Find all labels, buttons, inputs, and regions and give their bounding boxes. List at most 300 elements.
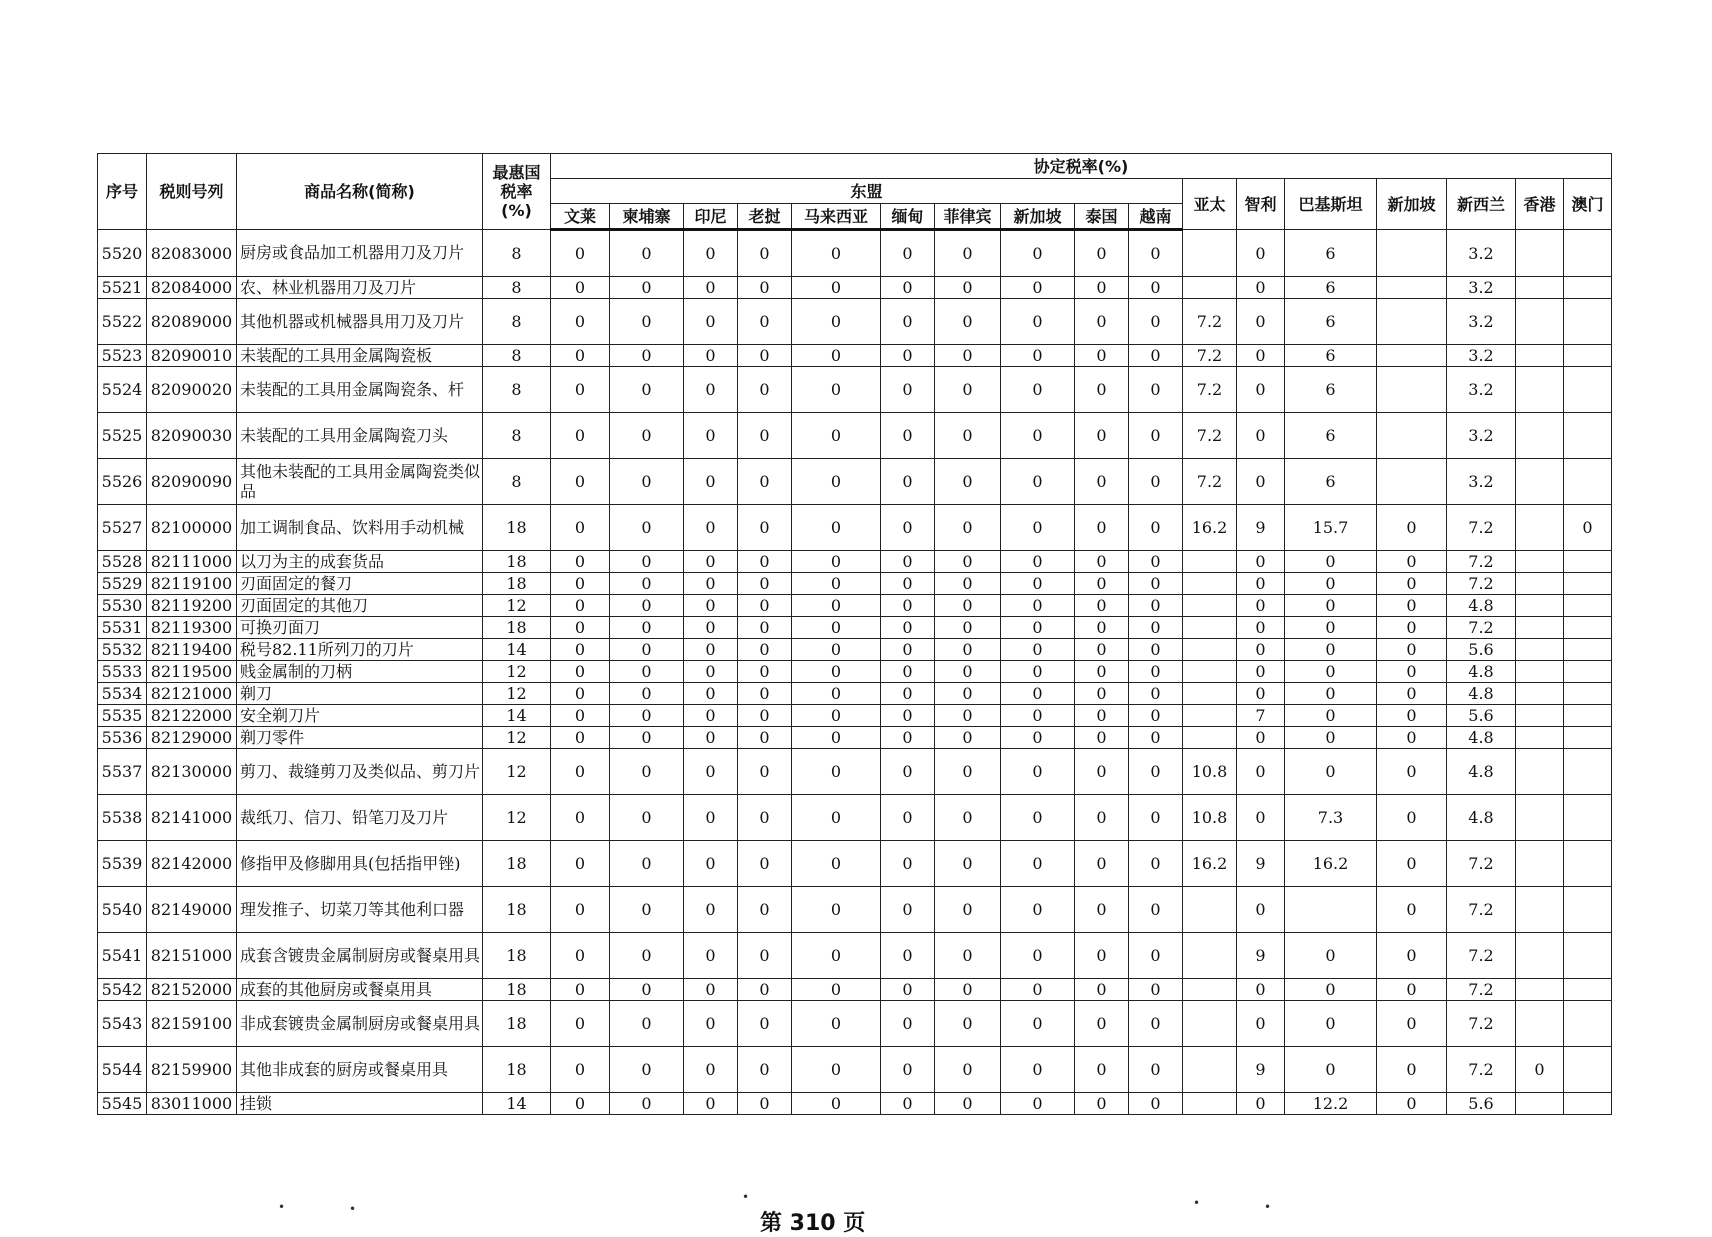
row-singapore-rate: 0 <box>1377 1001 1447 1047</box>
row-asean-rate: 0 <box>1001 505 1075 551</box>
row-nz-rate: 7.2 <box>1447 551 1516 573</box>
row-seq: 5544 <box>98 1047 147 1093</box>
row-nz-rate: 7.2 <box>1447 1047 1516 1093</box>
row-nz-rate: 7.2 <box>1447 887 1516 933</box>
row-chile-rate: 0 <box>1237 749 1285 795</box>
row-asean-rate: 0 <box>935 345 1001 367</box>
scan-speck: • <box>1193 1196 1201 1210</box>
row-seq: 5528 <box>98 551 147 573</box>
row-asean-rate: 0 <box>1075 617 1129 639</box>
row-macao-rate <box>1564 277 1612 299</box>
row-apta-rate: 7.2 <box>1183 459 1237 505</box>
row-asean-rate: 0 <box>738 617 792 639</box>
row-hk-rate <box>1516 413 1564 459</box>
row-asean-rate: 0 <box>610 887 684 933</box>
row-asean-rate: 0 <box>881 573 935 595</box>
row-asean-rate: 0 <box>610 277 684 299</box>
row-code: 82130000 <box>147 749 237 795</box>
row-chile-rate: 0 <box>1237 683 1285 705</box>
row-asean-rate: 0 <box>1129 459 1183 505</box>
row-asean-rate: 0 <box>684 345 738 367</box>
row-pakistan-rate: 0 <box>1285 1001 1377 1047</box>
row-apta-rate: 7.2 <box>1183 413 1237 459</box>
row-asean-rate: 0 <box>792 727 881 749</box>
row-asean-rate: 0 <box>1075 705 1129 727</box>
row-asean-rate: 0 <box>684 367 738 413</box>
row-nz-rate: 4.8 <box>1447 749 1516 795</box>
row-code: 82129000 <box>147 727 237 749</box>
row-apta-rate <box>1183 1001 1237 1047</box>
row-hk-rate <box>1516 933 1564 979</box>
row-name: 非成套镀贵金属制厨房或餐桌用具 <box>237 1001 483 1047</box>
row-asean-rate: 0 <box>792 979 881 1001</box>
tariff-sheet <box>97 153 1612 1115</box>
row-singapore-rate: 0 <box>1377 841 1447 887</box>
row-seq: 5533 <box>98 661 147 683</box>
row-asean-rate: 0 <box>792 841 881 887</box>
row-asean-rate: 0 <box>881 933 935 979</box>
row-asean-rate: 0 <box>1001 933 1075 979</box>
row-code: 82111000 <box>147 551 237 573</box>
row-pakistan-rate: 7.3 <box>1285 795 1377 841</box>
header-pakistan: 巴基斯坦 <box>1285 179 1377 230</box>
row-asean-rate: 0 <box>881 979 935 1001</box>
header-mfn-line3: (%) <box>501 201 532 220</box>
header-asean: 东盟 <box>551 179 1183 204</box>
row-asean-rate: 0 <box>738 795 792 841</box>
row-name: 贱金属制的刀柄 <box>237 661 483 683</box>
row-asean-rate: 0 <box>1075 595 1129 617</box>
row-mfn: 18 <box>483 573 551 595</box>
row-name: 加工调制食品、饮料用手动机械 <box>237 505 483 551</box>
row-apta-rate: 10.8 <box>1183 749 1237 795</box>
row-code: 82090020 <box>147 367 237 413</box>
row-asean-rate: 0 <box>610 979 684 1001</box>
row-code: 82090090 <box>147 459 237 505</box>
row-singapore-rate <box>1377 367 1447 413</box>
row-asean-rate: 0 <box>551 277 610 299</box>
row-hk-rate <box>1516 551 1564 573</box>
row-asean-rate: 0 <box>935 887 1001 933</box>
row-hk-rate <box>1516 595 1564 617</box>
scan-speck: • <box>742 1190 750 1204</box>
row-asean-rate: 0 <box>792 459 881 505</box>
header-hongkong: 香港 <box>1516 179 1564 230</box>
row-hk-rate <box>1516 299 1564 345</box>
row-asean-rate: 0 <box>935 367 1001 413</box>
row-asean-rate: 0 <box>935 1047 1001 1093</box>
row-asean-rate: 0 <box>610 1001 684 1047</box>
row-asean-rate: 0 <box>684 230 738 277</box>
row-code: 82141000 <box>147 795 237 841</box>
row-asean-rate: 0 <box>1075 299 1129 345</box>
tariff-table <box>97 153 1612 1115</box>
row-asean-rate: 0 <box>935 277 1001 299</box>
row-asean-rate: 0 <box>1001 367 1075 413</box>
row-asean-rate: 0 <box>881 1047 935 1093</box>
row-asean-rate: 0 <box>684 795 738 841</box>
row-asean-rate: 0 <box>1001 345 1075 367</box>
row-nz-rate: 7.2 <box>1447 979 1516 1001</box>
row-asean-rate: 0 <box>1129 1001 1183 1047</box>
row-asean-rate: 0 <box>1129 573 1183 595</box>
row-pakistan-rate <box>1285 887 1377 933</box>
row-asean-rate: 0 <box>684 661 738 683</box>
row-asean-rate: 0 <box>935 505 1001 551</box>
row-hk-rate <box>1516 795 1564 841</box>
row-mfn: 8 <box>483 413 551 459</box>
row-asean-rate: 0 <box>792 795 881 841</box>
row-asean-rate: 0 <box>610 459 684 505</box>
row-name: 裁纸刀、信刀、铅笔刀及刀片 <box>237 795 483 841</box>
header-code: 税则号列 <box>147 154 237 230</box>
row-pakistan-rate: 6 <box>1285 459 1377 505</box>
row-apta-rate <box>1183 639 1237 661</box>
row-asean-rate: 0 <box>551 1001 610 1047</box>
row-asean-rate: 0 <box>881 230 935 277</box>
row-asean-rate: 0 <box>792 661 881 683</box>
row-macao-rate <box>1564 595 1612 617</box>
row-asean-rate: 0 <box>935 683 1001 705</box>
row-mfn: 8 <box>483 367 551 413</box>
row-apta-rate <box>1183 1047 1237 1093</box>
row-chile-rate: 9 <box>1237 841 1285 887</box>
row-pakistan-rate: 0 <box>1285 1047 1377 1093</box>
row-asean-rate: 0 <box>684 639 738 661</box>
row-mfn: 18 <box>483 1001 551 1047</box>
row-asean-rate: 0 <box>1001 727 1075 749</box>
header-asean-member: 新加坡 <box>1001 204 1075 230</box>
row-pakistan-rate: 0 <box>1285 727 1377 749</box>
row-nz-rate: 5.6 <box>1447 639 1516 661</box>
scan-speck: • <box>349 1202 357 1216</box>
row-name: 未装配的工具用金属陶瓷板 <box>237 345 483 367</box>
row-asean-rate: 0 <box>610 230 684 277</box>
row-asean-rate: 0 <box>738 1001 792 1047</box>
row-asean-rate: 0 <box>1129 551 1183 573</box>
row-asean-rate: 0 <box>881 639 935 661</box>
row-asean-rate: 0 <box>792 345 881 367</box>
row-asean-rate: 0 <box>610 505 684 551</box>
row-chile-rate: 0 <box>1237 299 1285 345</box>
row-pakistan-rate: 0 <box>1285 979 1377 1001</box>
row-asean-rate: 0 <box>792 1047 881 1093</box>
row-asean-rate: 0 <box>792 573 881 595</box>
row-asean-rate: 0 <box>1001 749 1075 795</box>
row-asean-rate: 0 <box>1075 841 1129 887</box>
table-row <box>98 933 1612 979</box>
table-row <box>98 345 1612 367</box>
row-apta-rate: 7.2 <box>1183 299 1237 345</box>
row-code: 82090030 <box>147 413 237 459</box>
row-asean-rate: 0 <box>935 413 1001 459</box>
row-macao-rate <box>1564 795 1612 841</box>
row-asean-rate: 0 <box>1001 230 1075 277</box>
row-asean-rate: 0 <box>1075 459 1129 505</box>
header-agreement: 协定税率(%) <box>551 154 1612 179</box>
table-row <box>98 595 1612 617</box>
row-nz-rate: 3.2 <box>1447 345 1516 367</box>
row-macao-rate <box>1564 887 1612 933</box>
row-asean-rate: 0 <box>684 459 738 505</box>
row-seq: 5529 <box>98 573 147 595</box>
table-row <box>98 639 1612 661</box>
row-asean-rate: 0 <box>1129 887 1183 933</box>
row-pakistan-rate: 12.2 <box>1285 1093 1377 1115</box>
row-nz-rate: 4.8 <box>1447 795 1516 841</box>
row-asean-rate: 0 <box>1129 505 1183 551</box>
row-asean-rate: 0 <box>881 1001 935 1047</box>
row-asean-rate: 0 <box>1075 1001 1129 1047</box>
row-code: 82159900 <box>147 1047 237 1093</box>
row-asean-rate: 0 <box>610 683 684 705</box>
row-apta-rate: 16.2 <box>1183 505 1237 551</box>
row-asean-rate: 0 <box>1001 979 1075 1001</box>
row-apta-rate: 7.2 <box>1183 367 1237 413</box>
header-mfn-line1: 最惠国 <box>492 163 541 182</box>
row-pakistan-rate: 0 <box>1285 749 1377 795</box>
row-asean-rate: 0 <box>684 573 738 595</box>
row-singapore-rate: 0 <box>1377 573 1447 595</box>
row-asean-rate: 0 <box>551 413 610 459</box>
row-asean-rate: 0 <box>1075 230 1129 277</box>
row-asean-rate: 0 <box>610 639 684 661</box>
row-mfn: 12 <box>483 683 551 705</box>
row-asean-rate: 0 <box>738 459 792 505</box>
row-asean-rate: 0 <box>1129 683 1183 705</box>
row-name: 挂锁 <box>237 1093 483 1115</box>
row-chile-rate: 7 <box>1237 705 1285 727</box>
row-name: 修指甲及修脚用具(包括指甲锉) <box>237 841 483 887</box>
row-asean-rate: 0 <box>792 1001 881 1047</box>
row-asean-rate: 0 <box>935 1001 1001 1047</box>
row-code: 82119300 <box>147 617 237 639</box>
row-seq: 5531 <box>98 617 147 639</box>
row-asean-rate: 0 <box>792 749 881 795</box>
row-asean-rate: 0 <box>738 979 792 1001</box>
table-row <box>98 841 1612 887</box>
row-asean-rate: 0 <box>1129 639 1183 661</box>
header-asean-member: 泰国 <box>1075 204 1129 230</box>
row-mfn: 14 <box>483 1093 551 1115</box>
row-seq: 5525 <box>98 413 147 459</box>
row-singapore-rate: 0 <box>1377 795 1447 841</box>
row-name: 其他非成套的厨房或餐桌用具 <box>237 1047 483 1093</box>
table-row <box>98 551 1612 573</box>
table-row <box>98 230 1612 277</box>
row-code: 82159100 <box>147 1001 237 1047</box>
row-hk-rate <box>1516 841 1564 887</box>
row-asean-rate: 0 <box>610 1093 684 1115</box>
row-asean-rate: 0 <box>1001 639 1075 661</box>
row-macao-rate <box>1564 299 1612 345</box>
row-name: 成套含镀贵金属制厨房或餐桌用具 <box>237 933 483 979</box>
row-pakistan-rate: 6 <box>1285 277 1377 299</box>
row-chile-rate: 0 <box>1237 413 1285 459</box>
row-singapore-rate <box>1377 277 1447 299</box>
row-seq: 5540 <box>98 887 147 933</box>
row-asean-rate: 0 <box>610 933 684 979</box>
row-asean-rate: 0 <box>792 230 881 277</box>
row-asean-rate: 0 <box>1075 661 1129 683</box>
row-code: 82119200 <box>147 595 237 617</box>
row-macao-rate <box>1564 459 1612 505</box>
row-chile-rate: 0 <box>1237 367 1285 413</box>
row-hk-rate <box>1516 230 1564 277</box>
row-asean-rate: 0 <box>1075 505 1129 551</box>
row-hk-rate <box>1516 617 1564 639</box>
row-chile-rate: 0 <box>1237 277 1285 299</box>
row-seq: 5539 <box>98 841 147 887</box>
row-mfn: 8 <box>483 345 551 367</box>
row-hk-rate <box>1516 1093 1564 1115</box>
row-code: 82149000 <box>147 887 237 933</box>
row-chile-rate: 0 <box>1237 1093 1285 1115</box>
row-mfn: 18 <box>483 841 551 887</box>
row-apta-rate <box>1183 573 1237 595</box>
row-macao-rate <box>1564 617 1612 639</box>
row-asean-rate: 0 <box>1001 551 1075 573</box>
row-asean-rate: 0 <box>610 345 684 367</box>
row-name: 以刀为主的成套货品 <box>237 551 483 573</box>
row-asean-rate: 0 <box>684 705 738 727</box>
row-asean-rate: 0 <box>1129 617 1183 639</box>
row-asean-rate: 0 <box>551 551 610 573</box>
row-asean-rate: 0 <box>738 413 792 459</box>
row-asean-rate: 0 <box>738 727 792 749</box>
row-asean-rate: 0 <box>684 1001 738 1047</box>
row-pakistan-rate: 16.2 <box>1285 841 1377 887</box>
row-asean-rate: 0 <box>935 705 1001 727</box>
header-asean-member: 马来西亚 <box>792 204 881 230</box>
row-asean-rate: 0 <box>1129 979 1183 1001</box>
tariff-rows <box>98 230 1612 1115</box>
row-seq: 5541 <box>98 933 147 979</box>
table-row <box>98 1093 1612 1115</box>
row-code: 82119100 <box>147 573 237 595</box>
row-asean-rate: 0 <box>792 639 881 661</box>
row-nz-rate: 5.6 <box>1447 1093 1516 1115</box>
row-asean-rate: 0 <box>738 299 792 345</box>
row-asean-rate: 0 <box>551 705 610 727</box>
row-nz-rate: 7.2 <box>1447 505 1516 551</box>
row-pakistan-rate: 6 <box>1285 345 1377 367</box>
table-row <box>98 683 1612 705</box>
row-asean-rate: 0 <box>610 595 684 617</box>
row-asean-rate: 0 <box>1075 413 1129 459</box>
row-asean-rate: 0 <box>738 551 792 573</box>
header-chile: 智利 <box>1237 179 1285 230</box>
header-seq: 序号 <box>98 154 147 230</box>
row-name: 安全剃刀片 <box>237 705 483 727</box>
row-macao-rate <box>1564 551 1612 573</box>
row-apta-rate <box>1183 277 1237 299</box>
row-asean-rate: 0 <box>551 345 610 367</box>
row-code: 82119500 <box>147 661 237 683</box>
row-hk-rate <box>1516 573 1564 595</box>
row-asean-rate: 0 <box>1001 1001 1075 1047</box>
row-asean-rate: 0 <box>1075 551 1129 573</box>
row-asean-rate: 0 <box>551 617 610 639</box>
row-asean-rate: 0 <box>610 1047 684 1093</box>
row-asean-rate: 0 <box>684 551 738 573</box>
row-asean-rate: 0 <box>684 505 738 551</box>
row-asean-rate: 0 <box>881 299 935 345</box>
row-asean-rate: 0 <box>792 887 881 933</box>
row-asean-rate: 0 <box>610 795 684 841</box>
row-asean-rate: 0 <box>1075 979 1129 1001</box>
row-apta-rate <box>1183 595 1237 617</box>
row-macao-rate <box>1564 727 1612 749</box>
table-row <box>98 459 1612 505</box>
row-asean-rate: 0 <box>881 277 935 299</box>
row-singapore-rate <box>1377 413 1447 459</box>
row-asean-rate: 0 <box>881 661 935 683</box>
row-asean-rate: 0 <box>1001 573 1075 595</box>
row-asean-rate: 0 <box>1075 933 1129 979</box>
row-macao-rate <box>1564 1047 1612 1093</box>
row-asean-rate: 0 <box>792 299 881 345</box>
row-asean-rate: 0 <box>881 367 935 413</box>
row-seq: 5522 <box>98 299 147 345</box>
row-asean-rate: 0 <box>1001 413 1075 459</box>
row-asean-rate: 0 <box>1129 749 1183 795</box>
row-macao-rate <box>1564 1093 1612 1115</box>
row-name: 农、林业机器用刀及刀片 <box>237 277 483 299</box>
row-asean-rate: 0 <box>1129 705 1183 727</box>
row-hk-rate <box>1516 505 1564 551</box>
row-hk-rate <box>1516 749 1564 795</box>
row-asean-rate: 0 <box>792 413 881 459</box>
row-asean-rate: 0 <box>738 345 792 367</box>
row-asean-rate: 0 <box>935 749 1001 795</box>
row-mfn: 8 <box>483 299 551 345</box>
header-name: 商品名称(简称) <box>237 154 483 230</box>
row-asean-rate: 0 <box>684 413 738 459</box>
row-seq: 5534 <box>98 683 147 705</box>
row-singapore-rate <box>1377 459 1447 505</box>
row-asean-rate: 0 <box>684 979 738 1001</box>
row-asean-rate: 0 <box>1001 705 1075 727</box>
row-macao-rate <box>1564 230 1612 277</box>
row-asean-rate: 0 <box>1129 230 1183 277</box>
row-pakistan-rate: 0 <box>1285 573 1377 595</box>
row-singapore-rate: 0 <box>1377 727 1447 749</box>
row-asean-rate: 0 <box>935 727 1001 749</box>
row-hk-rate <box>1516 345 1564 367</box>
row-chile-rate: 0 <box>1237 887 1285 933</box>
header-new-zealand: 新西兰 <box>1447 179 1516 230</box>
row-asean-rate: 0 <box>1001 617 1075 639</box>
table-row <box>98 367 1612 413</box>
row-asean-rate: 0 <box>881 617 935 639</box>
row-asean-rate: 0 <box>935 795 1001 841</box>
row-asean-rate: 0 <box>792 683 881 705</box>
table-row <box>98 795 1612 841</box>
header-singapore: 新加坡 <box>1377 179 1447 230</box>
row-mfn: 12 <box>483 749 551 795</box>
row-asean-rate: 0 <box>1129 367 1183 413</box>
row-asean-rate: 0 <box>1129 413 1183 459</box>
row-singapore-rate: 0 <box>1377 595 1447 617</box>
row-asean-rate: 0 <box>935 299 1001 345</box>
row-asean-rate: 0 <box>610 841 684 887</box>
table-row <box>98 749 1612 795</box>
row-mfn: 12 <box>483 727 551 749</box>
row-pakistan-rate: 6 <box>1285 230 1377 277</box>
row-hk-rate <box>1516 367 1564 413</box>
row-macao-rate <box>1564 933 1612 979</box>
